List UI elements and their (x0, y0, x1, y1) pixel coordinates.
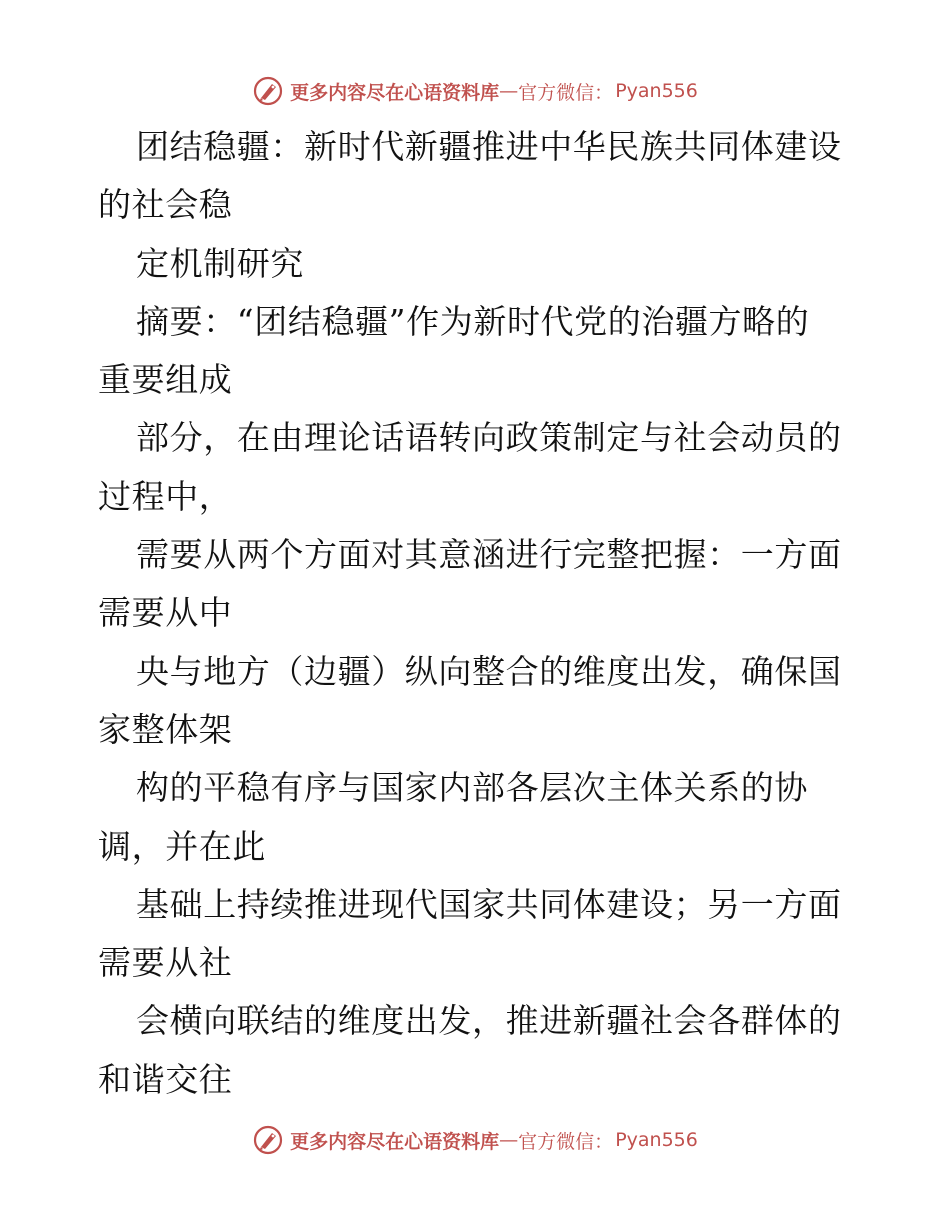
footer-watermark (0, 1122, 950, 1158)
pen-nib-logo-icon (252, 75, 284, 107)
text-line: 过程中， (98, 476, 233, 516)
text-line: 需要从两个方面对其意涵进行完整把握：一方面 (136, 535, 842, 575)
pen-nib-logo-icon (252, 1124, 284, 1156)
text-line: 需要从中 (98, 593, 233, 633)
text-line: 团结稳疆：新时代新疆推进中华民族共同体建设 (136, 127, 842, 166)
text-line: 摘要：“团结稳疆”作为新时代党的治疆方略的 (136, 301, 810, 341)
watermark-wechat-id: Pyan556 (615, 1129, 698, 1151)
watermark-main-text: 更多内容尽在心语资料库 (290, 81, 500, 104)
text-line: 重要组成 (98, 360, 233, 400)
watermark-sub-text: 官方微信： (518, 81, 614, 104)
watermark-separator: — (499, 80, 519, 102)
header-watermark (0, 73, 950, 109)
text-line: 需要从社 (98, 943, 233, 983)
watermark-separator: — (499, 1129, 519, 1151)
watermark-wechat-id: Pyan556 (615, 80, 698, 102)
text-line: 会横向联结的维度出发，推进新疆社会各群体的 (136, 1001, 842, 1041)
text-line: 定机制研究 (136, 243, 304, 283)
text-line: 和谐交往 (98, 1059, 233, 1099)
watermark-main-text: 更多内容尽在心语资料库 (290, 1130, 500, 1153)
text-line: 央与地方（边疆）纵向整合的维度出发，确保国 (136, 651, 842, 691)
text-line: 调，并在此 (98, 826, 266, 866)
text-line: 基础上持续推进现代国家共同体建设；另一方面 (136, 884, 842, 924)
text-line: 部分，在由理论话语转向政策制定与社会动员的 (136, 418, 842, 458)
text-line: 家整体架 (98, 709, 233, 749)
watermark-sub-text: 官方微信： (518, 1130, 614, 1153)
text-line: 构的平稳有序与国家内部各层次主体关系的协 (136, 768, 808, 808)
document-body (98, 118, 858, 1109)
text-line: 的社会稳 (98, 185, 233, 225)
